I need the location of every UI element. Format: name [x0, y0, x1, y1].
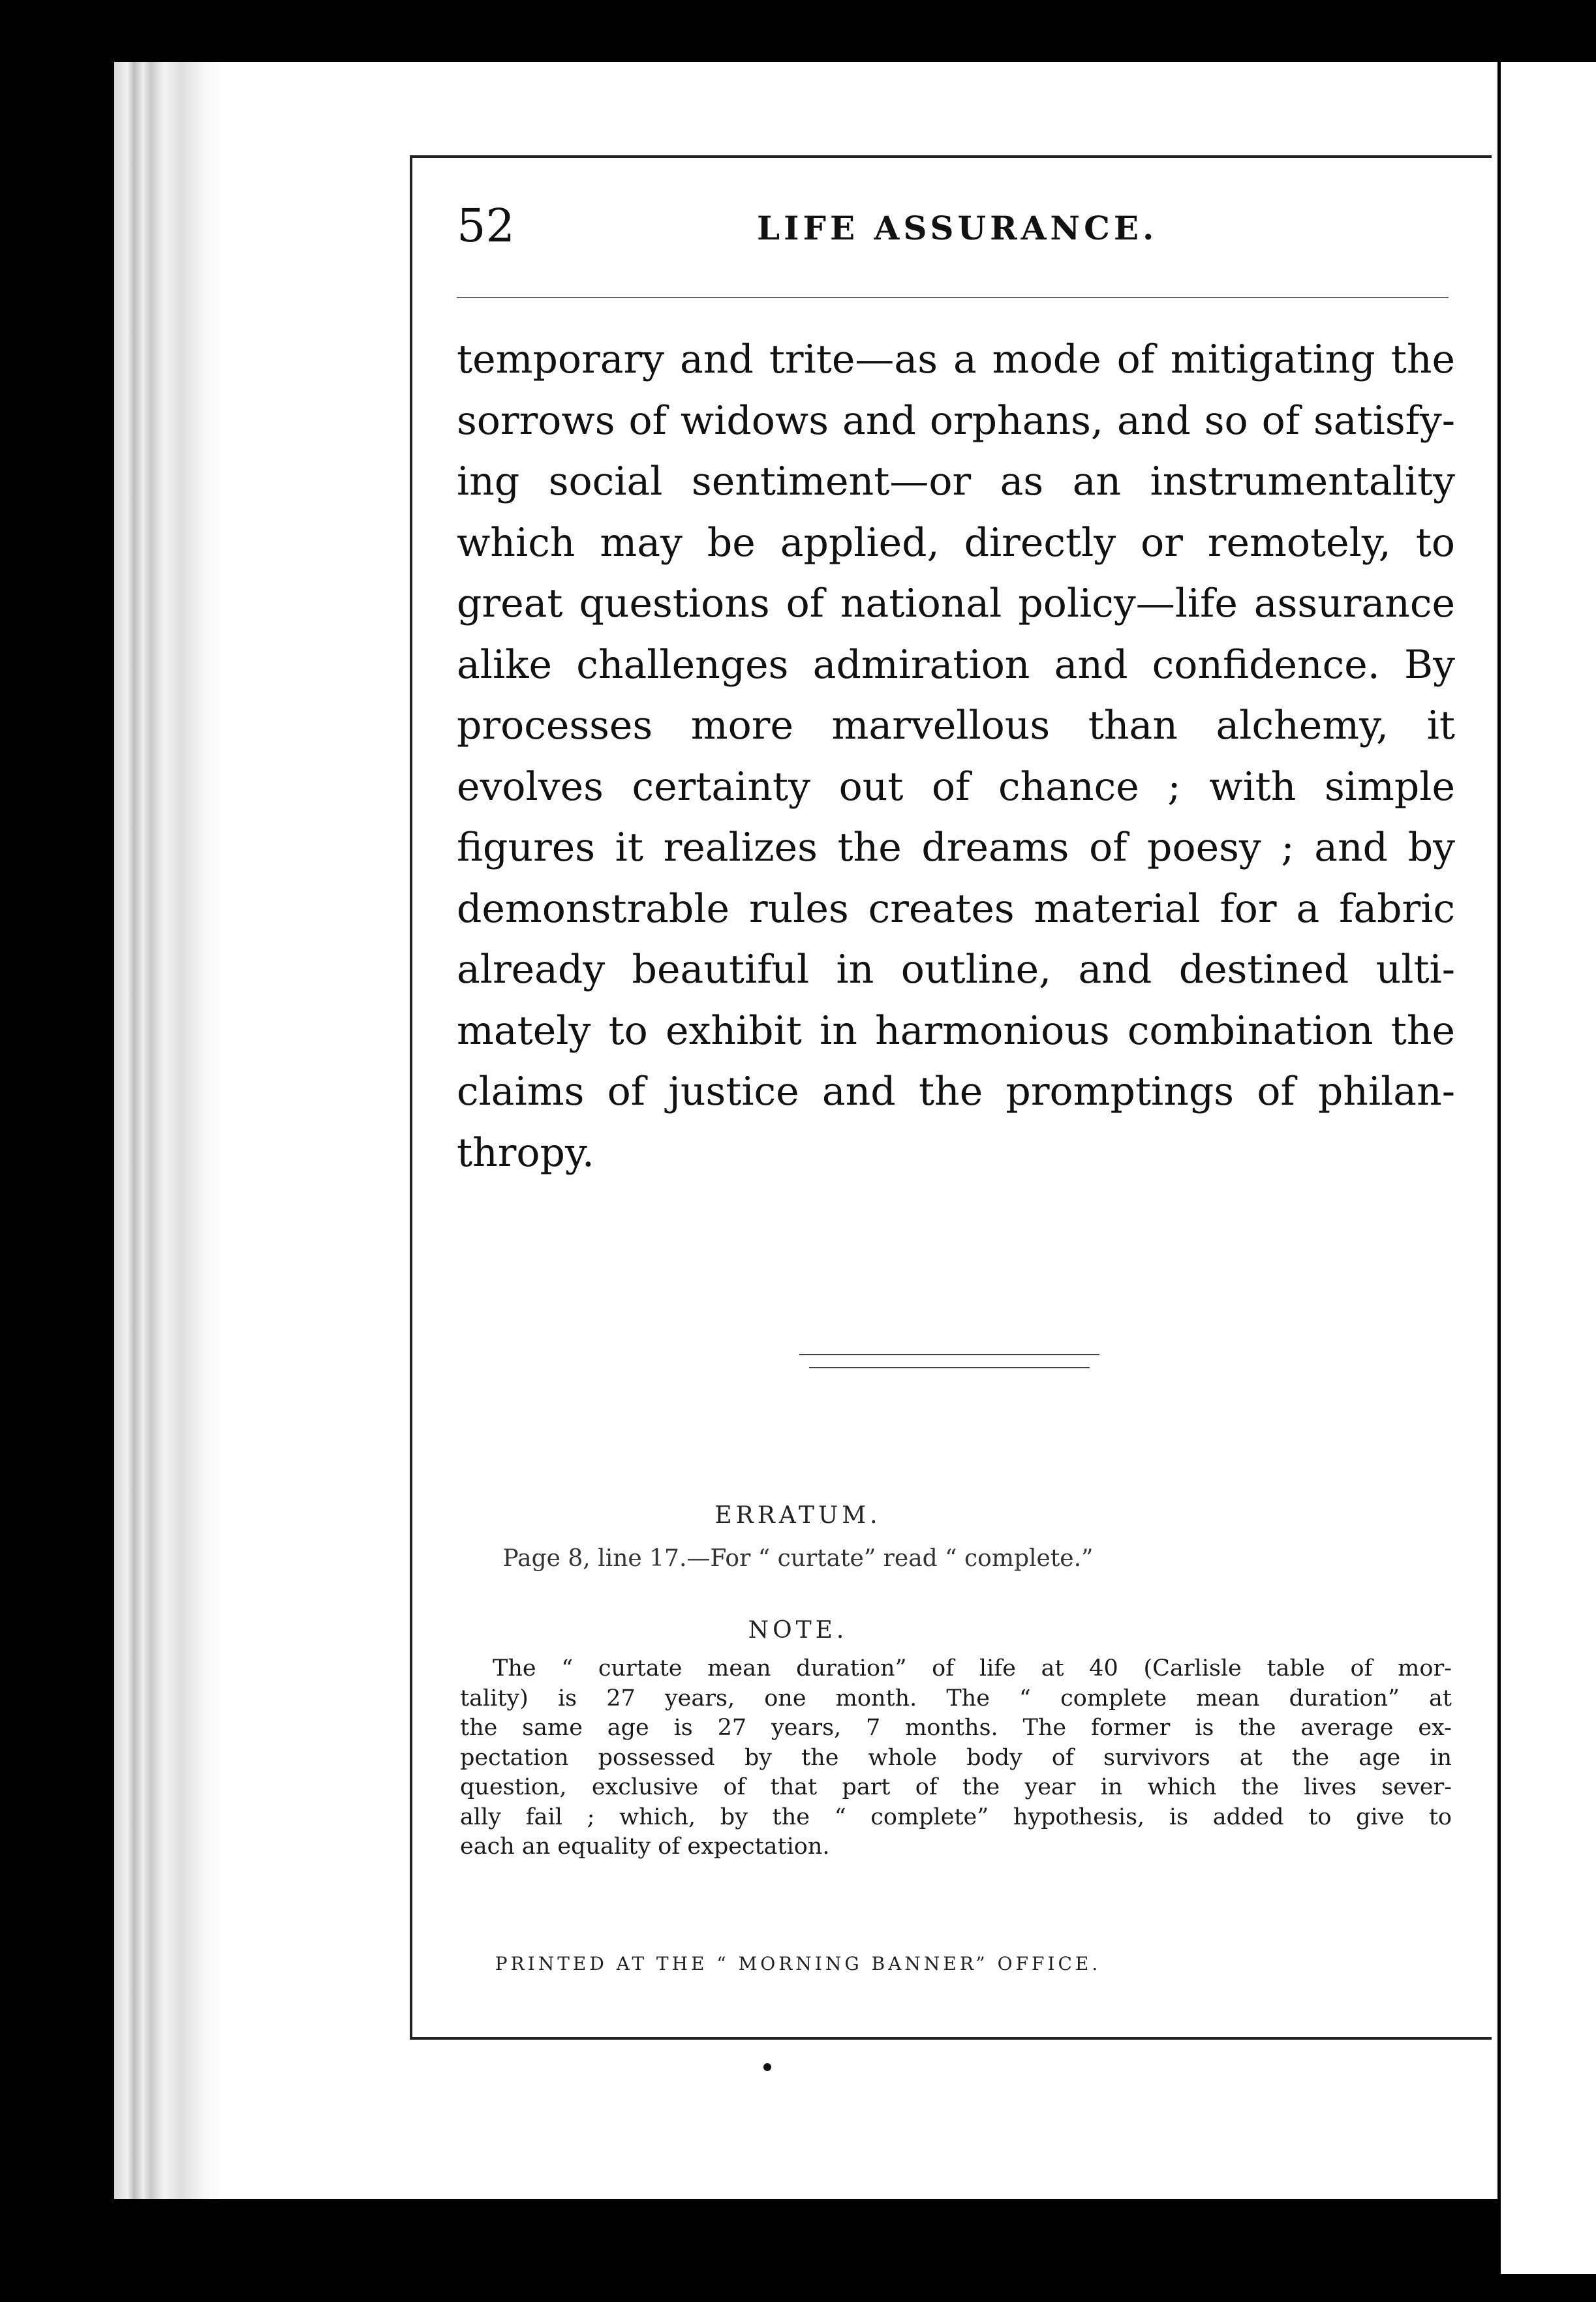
note-heading: NOTE.: [748, 1617, 848, 1644]
note-line: each an equality of expectation.: [460, 1834, 830, 1860]
body-line: demonstrable rules creates material for a fabric: [457, 885, 1455, 932]
body-line: figures it realizes the dreams of poesy ; and by: [457, 825, 1455, 870]
body-line: sorrows of widows and orphans, and so of satisfy-: [457, 397, 1455, 444]
body-line: processes more marvellous than alchemy, it: [457, 703, 1455, 748]
body-line: evolves certainty out of chance ; with simple: [457, 763, 1455, 810]
body-line: thropy.: [457, 1129, 594, 1176]
header-rule: [457, 297, 1449, 298]
running-title: LIFE ASSURANCE.: [757, 209, 1158, 247]
section-divider: [799, 1354, 1099, 1355]
body-line: alike challenges admiration and confidence. By: [457, 641, 1455, 688]
page-number: 52: [457, 199, 515, 253]
note-paragraph: [460, 1654, 1452, 1862]
facing-page-edge: [1501, 62, 1596, 2274]
note-line: the same age is 27 years, 7 months. The former is the average ex-: [460, 1715, 1452, 1741]
body-line: temporary and trite—as a mode of mitigating the: [457, 337, 1455, 382]
printer-imprint: PRINTED AT THE “ MORNING BANNER” OFFICE.: [495, 1953, 1101, 1974]
book-page-edges: [114, 62, 225, 2199]
note-line: pectation possessed by the whole body of survivors at the age in: [460, 1744, 1452, 1771]
body-line: already beautiful in outline, and destined ulti-: [457, 947, 1455, 992]
note-line: tality) is 27 years, one month. The “ complete mean duration” at: [460, 1685, 1452, 1711]
note-line: The “ curtate mean duration” of life at 40 (Carlisle table of mor-: [493, 1655, 1452, 1681]
body-paragraph: [457, 330, 1455, 1184]
section-divider: [809, 1367, 1090, 1368]
body-line: which may be applied, directly or remotely, to: [457, 519, 1455, 566]
body-line: great questions of national policy—life assurance: [457, 581, 1455, 626]
body-line: claims of justice and the promptings of philan-: [457, 1069, 1455, 1114]
erratum-heading: ERRATUM.: [714, 1502, 882, 1529]
body-line: ing social sentiment—or as an instrumentality: [457, 459, 1455, 504]
erratum-text: Page 8, line 17.—For “ curtate” read “ complete.”: [502, 1545, 1094, 1572]
note-line: ally fail ; which, by the “ complete” hypothesis, is added to give to: [460, 1803, 1452, 1830]
body-line: mately to exhibit in harmonious combination the: [457, 1007, 1455, 1054]
note-line: question, exclusive of that part of the year in which the lives sever-: [460, 1774, 1452, 1800]
ink-dot: [763, 2063, 771, 2071]
